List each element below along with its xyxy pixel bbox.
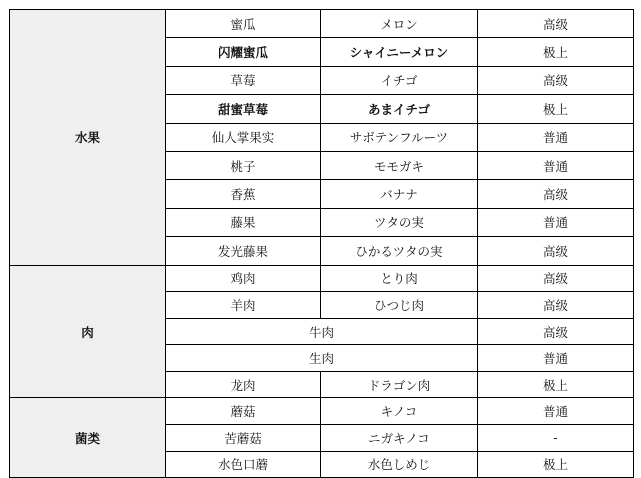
- grade-cell: 普通: [478, 208, 634, 236]
- jp-name-cell: ひつじ肉: [321, 292, 478, 319]
- jp-name-cell: ドラゴン肉: [321, 371, 478, 398]
- cn-name-cell: 蘑菇: [166, 398, 321, 425]
- cn-name-cell: 桃子: [166, 151, 321, 179]
- merged-name-cell: 生肉: [166, 345, 478, 372]
- cn-name-cell: 水色口蘑: [166, 451, 321, 478]
- grade-cell: 极上: [478, 38, 634, 66]
- cn-name-cell: 香蕉: [166, 180, 321, 208]
- cn-name-cell: 苦蘑菇: [166, 425, 321, 452]
- category-cell-fungi: 菌类: [10, 398, 166, 478]
- cn-name-cell: 藤果: [166, 208, 321, 236]
- grade-cell: 普通: [478, 398, 634, 425]
- cn-name-cell: 羊肉: [166, 292, 321, 319]
- cn-name-cell: 甜蜜草莓: [166, 95, 321, 123]
- grade-cell: 高级: [478, 265, 634, 292]
- jp-name-cell: 水色しめじ: [321, 451, 478, 478]
- grade-cell: 普通: [478, 123, 634, 151]
- grade-cell: 高级: [478, 318, 634, 345]
- jp-name-cell: あまイチゴ: [321, 95, 478, 123]
- grade-cell: 极上: [478, 371, 634, 398]
- jp-name-cell: ニガキノコ: [321, 425, 478, 452]
- table-row: [10, 265, 634, 292]
- cn-name-cell: 仙人掌果实: [166, 123, 321, 151]
- cn-name-cell: 草莓: [166, 66, 321, 94]
- ingredient-table: [9, 9, 634, 478]
- grade-cell: 极上: [478, 95, 634, 123]
- jp-name-cell: とり肉: [321, 265, 478, 292]
- jp-name-cell: キノコ: [321, 398, 478, 425]
- grade-cell: 高级: [478, 66, 634, 94]
- cn-name-cell: 闪耀蜜瓜: [166, 38, 321, 66]
- jp-name-cell: ツタの実: [321, 208, 478, 236]
- jp-name-cell: シャイニーメロン: [321, 38, 478, 66]
- jp-name-cell: イチゴ: [321, 66, 478, 94]
- category-cell-fruit: 水果: [10, 10, 166, 266]
- category-cell-meat: 肉: [10, 265, 166, 398]
- cn-name-cell: 发光藤果: [166, 237, 321, 265]
- grade-cell: 高级: [478, 237, 634, 265]
- jp-name-cell: バナナ: [321, 180, 478, 208]
- grade-cell: 高级: [478, 10, 634, 38]
- grade-cell: 极上: [478, 451, 634, 478]
- grade-cell: 普通: [478, 345, 634, 372]
- jp-name-cell: メロン: [321, 10, 478, 38]
- grade-cell: 高级: [478, 292, 634, 319]
- jp-name-cell: モモガキ: [321, 151, 478, 179]
- table-row: [10, 398, 634, 425]
- grade-cell: -: [478, 425, 634, 452]
- cn-name-cell: 鸡肉: [166, 265, 321, 292]
- table-row: [10, 10, 634, 38]
- jp-name-cell: ひかるツタの実: [321, 237, 478, 265]
- jp-name-cell: サボテンフルーツ: [321, 123, 478, 151]
- grade-cell: 普通: [478, 151, 634, 179]
- cn-name-cell: 蜜瓜: [166, 10, 321, 38]
- grade-cell: 高级: [478, 180, 634, 208]
- cn-name-cell: 龙肉: [166, 371, 321, 398]
- merged-name-cell: 牛肉: [166, 318, 478, 345]
